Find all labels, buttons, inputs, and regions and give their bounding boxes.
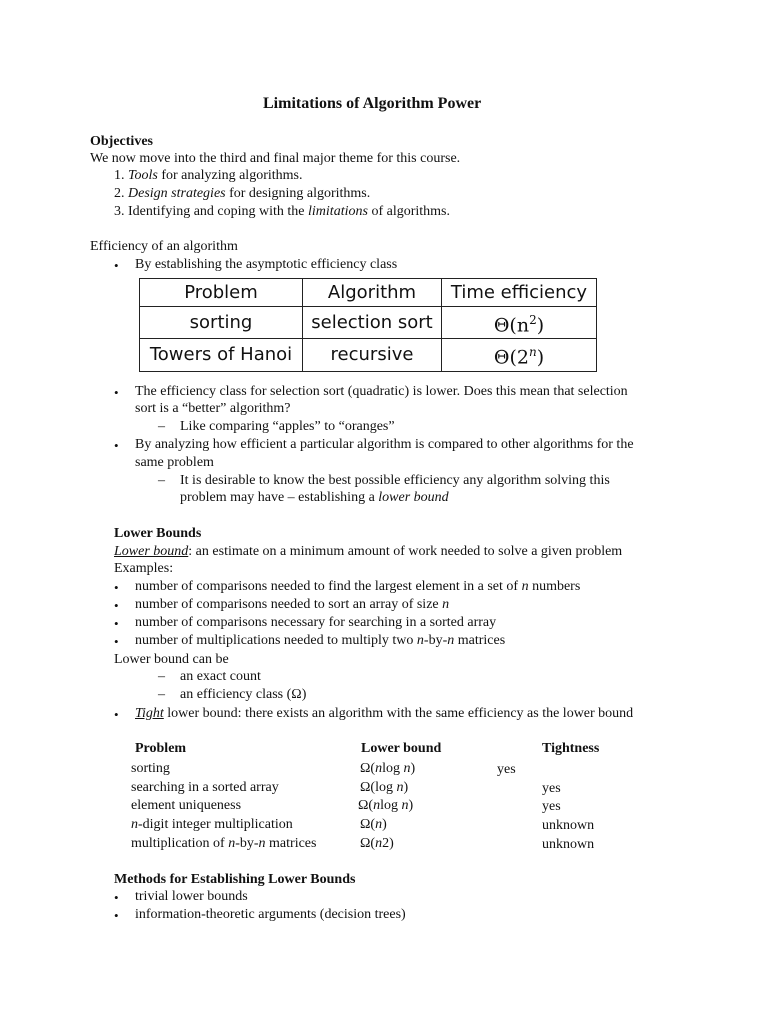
lb-tight: unknown	[542, 818, 595, 833]
method-item-1: trivial lower bounds	[135, 889, 248, 904]
item-emphasis: Design strategies	[128, 186, 226, 201]
lb-problem: element uniqueness	[131, 798, 242, 813]
efficiency-bullet-3-line2: same problem	[135, 455, 214, 470]
bullet-icon: •	[114, 616, 119, 631]
lb-problem: sorting	[131, 761, 170, 776]
example-var: n	[447, 633, 455, 648]
lb-bound: Ω(nlog n)	[358, 798, 414, 813]
objectives-heading: Objectives	[90, 134, 153, 149]
cell-efficiency	[442, 307, 597, 339]
bullet-icon: •	[114, 908, 119, 923]
item-number: 3.	[114, 204, 125, 219]
item-number: 1.	[114, 168, 125, 183]
definition-term: Lower bound	[114, 544, 189, 559]
item-text: for designing algorithms.	[229, 186, 371, 201]
eff-close: )	[536, 314, 545, 337]
tight-bound-definition	[135, 705, 633, 723]
efficiency-heading: Efficiency of an algorithm	[90, 239, 238, 254]
lb-bound: Ω(n)	[360, 817, 387, 832]
dash-icon: –	[158, 473, 165, 488]
efficiency-bullet-3-line1: By analyzing how efficient a particular algorithm is compared to other algorithms for the	[135, 437, 634, 452]
cell-algorithm: recursive	[303, 339, 442, 371]
example-text: number of multiplications needed to multiply two	[135, 633, 414, 648]
can-be-item-2: an efficiency class (Ω)	[180, 687, 307, 702]
dash-icon: –	[158, 669, 165, 684]
efficiency-bullet-3-sub-line2	[180, 489, 449, 507]
bullet-icon: •	[114, 890, 119, 905]
lower-bounds-heading: Lower Bounds	[114, 526, 202, 541]
item-emphasis: Tools	[128, 168, 158, 183]
eff-base: Θ(n	[493, 314, 530, 337]
example-text: numbers	[532, 579, 581, 594]
table-row	[140, 339, 597, 371]
lb-header-problem: Problem	[135, 741, 187, 756]
example-text: matrices	[457, 633, 506, 648]
can-be-item-1: an exact count	[180, 669, 261, 684]
page-title: Limitations of Algorithm Power	[263, 95, 482, 112]
example-item-4	[135, 632, 505, 650]
eff-exponent: 2	[529, 313, 537, 327]
example-text: -by-	[423, 633, 448, 648]
lb-bound: Ω(nlog n)	[360, 761, 416, 776]
lb-tight: unknown	[542, 837, 595, 852]
lb-tight: yes	[542, 799, 561, 814]
bullet-icon: •	[114, 580, 119, 595]
lb-problem: searching in a sorted array	[131, 780, 279, 795]
eff-base: Θ(2	[493, 346, 529, 369]
example-text: number of comparisons needed to find the largest element in a set of	[135, 579, 519, 594]
can-be-label: Lower bound can be	[114, 652, 229, 667]
header-algorithm: Algorithm	[303, 279, 442, 307]
examples-label: Examples:	[114, 561, 174, 576]
lb-problem: n-digit integer multiplication	[131, 817, 293, 832]
dash-icon: –	[158, 419, 165, 434]
tight-term: Tight	[135, 706, 164, 721]
cell-algorithm: selection sort	[303, 307, 442, 339]
sub-text: problem may have – establishing a	[180, 490, 375, 505]
item-number: 2.	[114, 186, 125, 201]
efficiency-table	[139, 278, 597, 372]
lb-tight: yes	[497, 762, 516, 777]
lb-bound: Ω(log n)	[360, 780, 409, 795]
example-var: n	[442, 597, 450, 612]
bullet-icon: •	[114, 707, 119, 722]
bullet-icon: •	[114, 258, 119, 273]
item-text: for analyzing algorithms.	[161, 168, 303, 183]
methods-heading: Methods for Establishing Lower Bounds	[114, 872, 356, 887]
lb-problem: multiplication of n-by-n matrices	[131, 836, 317, 851]
efficiency-bullet-2-line1: The efficiency class for selection sort (quadratic) is lower. Does this mean that selection	[135, 384, 628, 399]
bullet-icon: •	[114, 634, 119, 649]
item-text: Identifying and coping with the	[128, 204, 305, 219]
eff-exponent: n	[528, 345, 537, 360]
example-var: n	[416, 633, 424, 648]
tight-text: lower bound: there exists an algorithm with the same efficiency as the lower bound	[167, 706, 634, 721]
definition-text: : an estimate on a minimum amount of work needed to solve a given problem	[188, 544, 623, 559]
cell-problem: sorting	[140, 307, 303, 339]
item-emphasis: limitations	[308, 204, 368, 219]
objective-item-3	[114, 203, 450, 221]
bullet-icon: •	[114, 385, 119, 400]
efficiency-bullet-2-line2: sort is a “better” algorithm?	[135, 401, 291, 416]
example-item-3: number of comparisons necessary for searching in a sorted array	[135, 615, 497, 630]
efficiency-bullet-1: By establishing the asymptotic efficiency class	[135, 257, 398, 272]
dash-icon: –	[158, 687, 165, 702]
method-item-2: information-theoretic arguments (decision trees)	[135, 907, 406, 922]
bullet-icon: •	[114, 598, 119, 613]
eff-close: )	[536, 346, 545, 369]
efficiency-bullet-3-sub-line1: It is desirable to know the best possible efficiency any algorithm solving this	[180, 473, 610, 488]
example-var: n	[521, 579, 529, 594]
objective-item-2	[114, 185, 370, 203]
example-item-2	[135, 596, 449, 614]
objectives-intro: We now move into the third and final major theme for this course.	[90, 151, 461, 166]
objective-item-1	[114, 167, 302, 185]
lb-header-tightness: Tightness	[542, 741, 600, 756]
table-header-row	[140, 279, 597, 307]
cell-efficiency	[442, 339, 597, 371]
item-text: of algorithms.	[371, 204, 450, 219]
lb-header-bound: Lower bound	[361, 741, 442, 756]
lb-bound: Ω(n2)	[360, 836, 394, 851]
lower-bound-definition	[114, 543, 622, 561]
lb-tight: yes	[542, 781, 561, 796]
example-text: number of comparisons needed to sort an array of size	[135, 597, 439, 612]
cell-problem: Towers of Hanoi	[140, 339, 303, 371]
header-problem: Problem	[140, 279, 303, 307]
table-row	[140, 307, 597, 339]
sub-emphasis: lower bound	[378, 490, 449, 505]
table-row	[131, 760, 170, 778]
efficiency-bullet-2-sub: Like comparing “apples” to “oranges”	[180, 419, 395, 434]
header-time-efficiency: Time efficiency	[442, 279, 597, 307]
bullet-icon: •	[114, 438, 119, 453]
example-item-1	[135, 578, 580, 596]
